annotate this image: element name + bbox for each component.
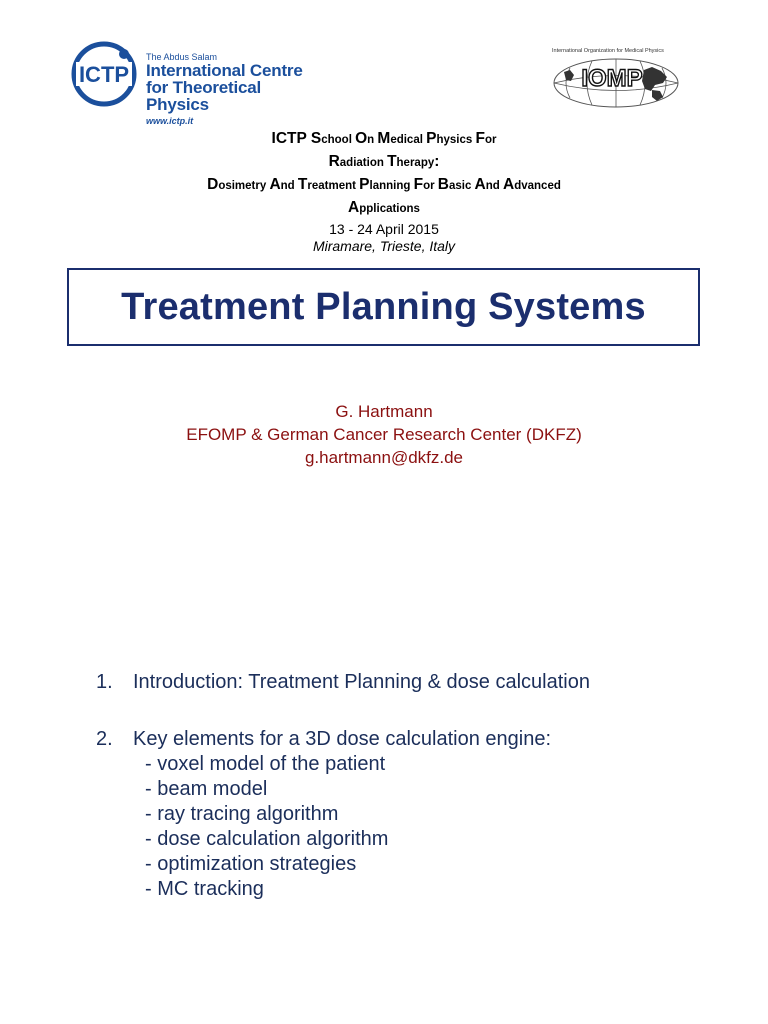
school-header <box>0 128 768 255</box>
school-title-cap: F <box>475 130 485 147</box>
school-title-rest: asic <box>448 180 475 192</box>
outline-subitem: - optimization strategies <box>145 853 357 875</box>
school-title-cap: T <box>297 176 308 193</box>
title-box <box>67 268 700 346</box>
school-title-line-3 <box>0 174 768 197</box>
slide-title: Treatment Planning Systems <box>121 285 646 328</box>
outline-subitem: - voxel model of the patient <box>145 753 386 775</box>
school-title-line-4 <box>0 197 768 220</box>
school-title-cap: P <box>426 130 437 147</box>
ictp-logo <box>70 34 320 126</box>
author-name: G. Hartmann <box>335 402 433 421</box>
school-title-rest: edical <box>390 134 427 146</box>
school-title-rest: or <box>484 134 497 146</box>
school-title-rest: osimetry <box>218 180 270 192</box>
school-title-rest: pplications <box>359 203 420 215</box>
school-title-cap: B <box>437 176 449 193</box>
school-title-rest: n <box>367 134 378 146</box>
school-title-cap: A <box>503 176 515 193</box>
school-title-rest: nd <box>485 180 503 192</box>
school-title-cap: D <box>207 176 219 193</box>
school-title-rest: hysics <box>436 134 476 146</box>
school-title-cap: M <box>377 130 391 147</box>
ictp-line1: The Abdus Salam <box>146 52 218 62</box>
school-title-line-1 <box>0 128 768 151</box>
outline-subitem: - dose calculation algorithm <box>145 828 389 850</box>
school-title-rest: chool <box>321 134 356 146</box>
outline-item-text: Introduction: Treatment Planning & dose calculation <box>133 671 590 693</box>
school-title-cap: ICTP S <box>271 130 322 147</box>
iomp-caption: International Organization for Medical Physics <box>552 48 664 54</box>
outline-subitem: - ray tracing algorithm <box>145 803 339 825</box>
ictp-mark-text: ICTP <box>78 62 130 87</box>
school-title-cap: P <box>359 176 370 193</box>
iomp-globe-icon <box>552 56 680 108</box>
outline-subitem: - beam model <box>145 778 268 800</box>
outline-item-number: 2. <box>96 728 113 750</box>
school-title-rest: or <box>423 180 438 192</box>
author-block <box>0 400 768 469</box>
school-title-cap: : <box>434 153 440 170</box>
school-title-rest: reatment <box>307 180 360 192</box>
ictp-logo-text <box>146 52 326 126</box>
iomp-mark-text: IOMP <box>581 65 643 92</box>
ictp-line2: International Centre <box>146 61 303 80</box>
outline-item-text: Key elements for a 3D dose calculation engine: <box>133 728 552 750</box>
school-title-cap: O <box>355 130 368 147</box>
outline-item <box>96 727 716 752</box>
author-email: g.hartmann@dkfz.de <box>304 448 464 467</box>
school-title-rest: herapy <box>396 157 435 169</box>
ictp-url: www.ictp.it <box>146 116 194 126</box>
outline-list <box>96 670 716 902</box>
school-title-rest: adiation <box>339 157 388 169</box>
outline-item <box>96 670 716 695</box>
iomp-logo <box>552 48 680 108</box>
school-title-rest: lanning <box>369 180 414 192</box>
outline-item-number: 1. <box>96 671 113 693</box>
school-dates: 13 - 24 April 2015 <box>329 221 439 237</box>
school-venue: Miramare, Trieste, Italy <box>312 238 456 254</box>
outline-subitem: - MC tracking <box>145 878 264 900</box>
school-title-cap: A <box>269 176 281 193</box>
school-title-cap: A <box>348 199 360 216</box>
ictp-line3: for Theoretical Physics <box>146 78 262 114</box>
school-title-line-2 <box>0 151 768 174</box>
school-title-rest: dvanced <box>514 180 561 192</box>
school-title-cap: R <box>328 153 340 170</box>
ictp-logo-mark-icon <box>70 40 138 108</box>
school-title-cap: T <box>387 153 397 170</box>
author-affiliation: EFOMP & German Cancer Research Center (DKFZ) <box>186 425 582 444</box>
school-title-rest: nd <box>280 180 298 192</box>
school-title-cap: F <box>413 176 424 193</box>
school-title-cap: A <box>474 176 486 193</box>
